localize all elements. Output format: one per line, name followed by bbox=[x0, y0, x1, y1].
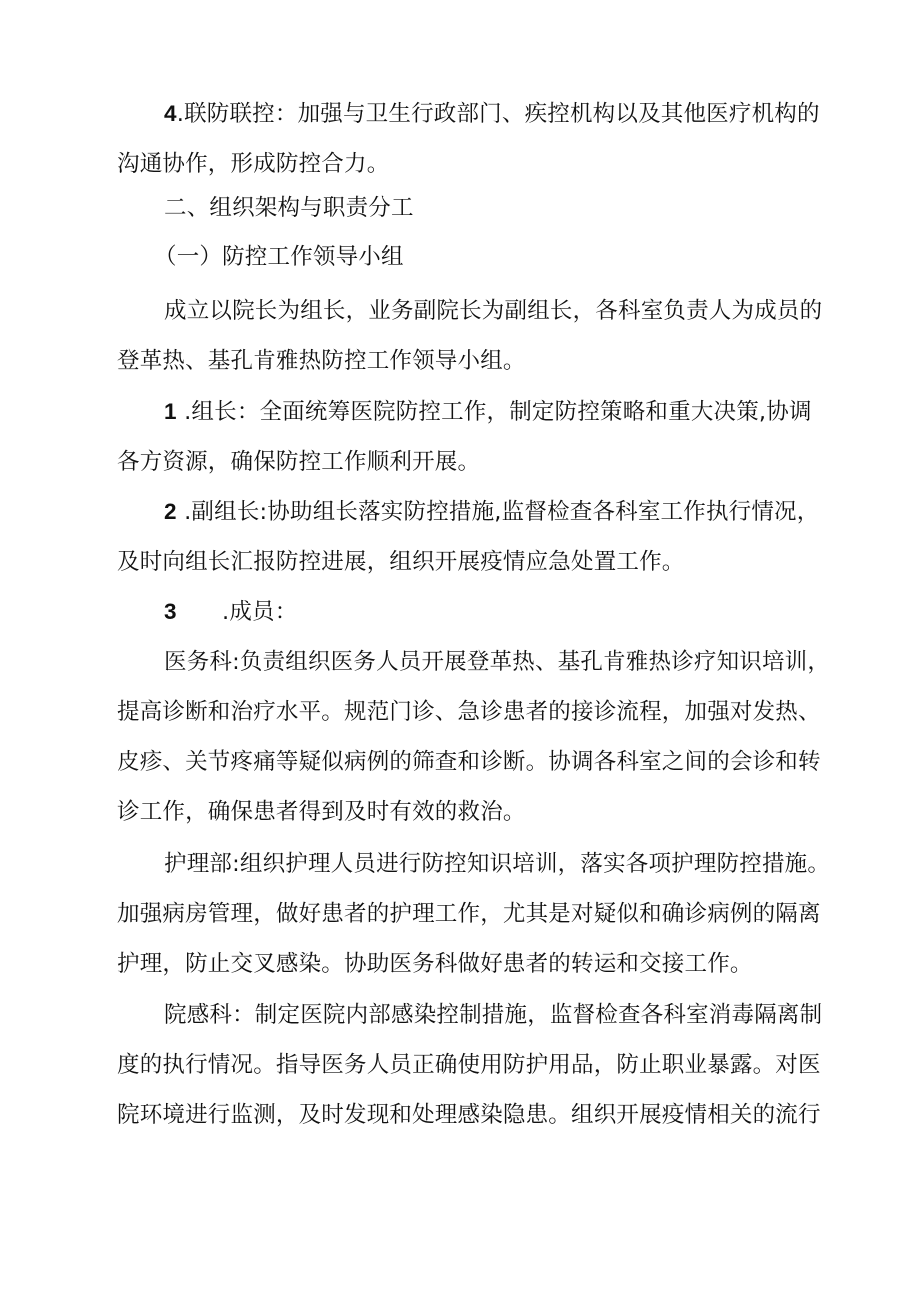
text-line: 诊工作，确保患者得到及时有效的救治。 bbox=[117, 799, 526, 825]
text-line: 皮疹、关节疼痛等疑似病例的筛查和诊断。协调各科室之间的会诊和转 bbox=[117, 749, 821, 775]
text-line: 加强病房管理，做好患者的护理工作，尤其是对疑似和确诊病例的隔离 bbox=[117, 901, 821, 927]
text-line: 提高诊断和治疗水平。规范门诊、急诊患者的接诊流程，加强对发热、 bbox=[117, 699, 821, 725]
line-text: .组长：全面统筹医院防控工作，制定防控策略和重大决策,协调 bbox=[176, 399, 812, 425]
text-line bbox=[164, 397, 812, 427]
text-line bbox=[164, 99, 820, 129]
text-line bbox=[164, 597, 297, 627]
section-heading: 二、组织架构与职责分工 bbox=[164, 195, 414, 221]
item-number: 4 bbox=[164, 101, 177, 126]
text-line bbox=[164, 497, 819, 527]
text-line: 院环境进行监测，及时发现和处理感染隐患。组织开展疫情相关的流行 bbox=[117, 1102, 821, 1128]
subsection-heading: （一）防控工作领导小组 bbox=[154, 244, 404, 270]
line-text: .副组长:协助组长落实防控措施,监督检查各科室工作执行情况， bbox=[176, 499, 820, 525]
text-line: 及时向组长汇报防控进展，组织开展疫情应急处置工作。 bbox=[117, 549, 685, 575]
item-number: 1 bbox=[164, 399, 177, 424]
item-number: 3 bbox=[164, 599, 177, 624]
text-line: 沟通协作，形成防控合力。 bbox=[117, 151, 390, 177]
text-line: 各方资源，确保防控工作顺利开展。 bbox=[117, 449, 481, 475]
text-line: 院感科：制定医院内部感染控制措施，监督检查各科室消毒隔离制 bbox=[164, 1002, 823, 1028]
text-line: 护理部:组织护理人员进行防控知识培训，落实各项护理防控措施。 bbox=[164, 851, 831, 877]
text-line: 度的执行情况。指导医务人员正确使用防护用品，防止职业暴露。对医 bbox=[117, 1052, 821, 1078]
item-number: 2 bbox=[164, 499, 177, 524]
text-line: 登革热、基孔肯雅热防控工作领导小组。 bbox=[117, 348, 526, 374]
text-line: 成立以院长为组长，业务副院长为副组长，各科室负责人为成员的 bbox=[164, 298, 823, 324]
line-text: .联防联控：加强与卫生行政部门、疾控机构以及其他医疗机构的 bbox=[176, 101, 820, 127]
text-line: 医务科:负责组织医务人员开展登革热、基孔肯雅热诊疗知识培训， bbox=[164, 649, 831, 675]
line-text: .成员： bbox=[222, 599, 298, 625]
text-line: 护理，防止交叉感染。协助医务科做好患者的转运和交接工作。 bbox=[117, 951, 753, 977]
